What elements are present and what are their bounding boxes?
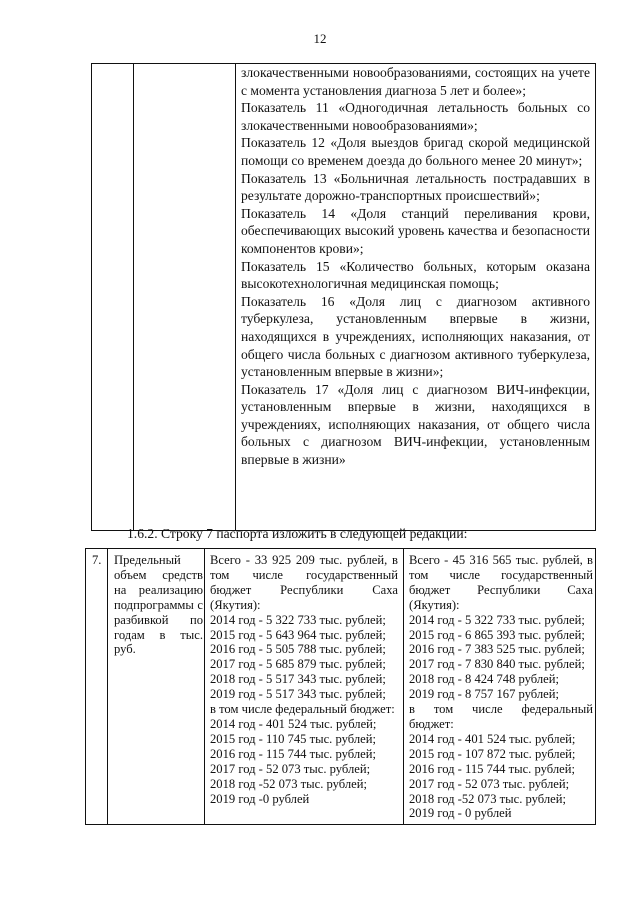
new-year-line: 2014 год - 5 322 733 тыс. рублей; <box>409 612 585 627</box>
new-year-line: 2015 год - 6 865 393 тыс. рублей; <box>409 627 585 642</box>
old-year-line: 2016 год - 5 505 788 тыс. рублей; <box>210 642 386 657</box>
new-federal-year-line: 2017 год - 52 073 тыс. рублей; <box>409 776 570 791</box>
indicators-list <box>241 64 590 469</box>
table-column-divider <box>235 64 236 530</box>
old-federal-year-line: 2018 год -52 073 тыс. рублей; <box>210 776 367 791</box>
new-year-line: 2019 год - 8 757 167 рублей; <box>409 687 560 702</box>
new-year-line: 2017 год - 7 830 840 тыс. рублей; <box>409 657 585 672</box>
old-federal-year-line: 2014 год - 401 524 тыс. рублей; <box>210 716 377 731</box>
old-federal-year-line: 2015 год - 110 745 тыс. рублей; <box>210 731 376 746</box>
row-parameter: Предельный объем средств на реализацию подпрограммы с разбивкой по годам в тыс. руб. <box>114 553 203 657</box>
table-column-divider <box>107 549 108 824</box>
indicator-paragraph: Показатель 13 «Больничная летальность пострадавших в результате дорожно-транспортных происшествий»; <box>241 170 590 204</box>
old-federal-year-line: 2019 год -0 рублей <box>210 791 310 806</box>
table-column-divider <box>204 549 205 824</box>
new-year-line: 2018 год - 8 424 748 рублей; <box>409 672 560 687</box>
indicator-paragraph: Показатель 11 «Одногодичная летальность больных со злокачественными новообразованиями»; <box>241 100 590 133</box>
indicator-paragraph: Показатель 15 «Количество больных, которым оказана высокотехнологичная медицинская помощь; <box>241 258 590 292</box>
page-number: 12 <box>313 31 327 46</box>
new-funding-column <box>409 553 593 821</box>
old-federal-heading: в том числе федеральный бюджет: <box>210 702 395 717</box>
row-number: 7. <box>92 553 102 567</box>
indicators-table <box>91 63 596 531</box>
section-heading: 1.6.2. Строку 7 паспорта изложить в следующей редакции: <box>127 526 468 541</box>
indicator-paragraph: Показатель 12 «Доля выездов бригад скорой медицинской помощи со временем доезда до больного менее 20 минут»; <box>241 135 590 168</box>
indicator-paragraph: Показатель 14 «Доля станций переливания крови, обеспечивающих высокий уровень качества и безопасности компонентов крови»; <box>241 205 590 256</box>
old-year-line: 2015 год - 5 643 964 тыс. рублей; <box>210 627 386 642</box>
new-year-line: 2016 год - 7 383 525 тыс. рублей; <box>409 642 585 657</box>
old-funding-column <box>210 553 398 806</box>
old-total: Всего - 33 925 209 тыс. рублей, в том числе государственный бюджет Республики Саха (Якутия): <box>210 553 398 612</box>
old-year-line: 2014 год - 5 322 733 тыс. рублей; <box>210 612 386 627</box>
new-federal-year-line: 2016 год - 115 744 тыс. рублей; <box>409 761 575 776</box>
new-federal-year-line: 2014 год - 401 524 тыс. рублей; <box>409 731 576 746</box>
old-federal-year-line: 2017 год - 52 073 тыс. рублей; <box>210 761 371 776</box>
indicator-paragraph: Показатель 17 «Доля лиц с диагнозом ВИЧ-инфекции, установленным впервые в жизни, находящихся в учреждениях, исполняющих наказания, от общего числа больных с диагнозом ВИЧ-инфекции, установленным впервые в жизни» <box>241 381 590 468</box>
new-federal-year-line: 2019 год - 0 рублей <box>409 806 512 821</box>
old-year-line: 2017 год - 5 685 879 тыс. рублей; <box>210 657 386 672</box>
passport-row-table <box>85 548 596 825</box>
indicator-paragraph: злокачественными новообразованиями, состоящих на учете с момента установления диагноза 5 лет и более»; <box>241 65 590 98</box>
old-year-line: 2019 год - 5 517 343 тыс. рублей; <box>210 687 386 702</box>
table-column-divider <box>133 64 134 530</box>
new-total: Всего - 45 316 565 тыс. рублей, в том числе государственный бюджет Республики Саха (Якутия): <box>409 553 593 612</box>
old-federal-year-line: 2016 год - 115 744 тыс. рублей; <box>210 746 376 761</box>
new-federal-year-line: 2018 год -52 073 тыс. рублей; <box>409 791 566 806</box>
new-federal-year-line: 2015 год - 107 872 тыс. рублей; <box>409 746 576 761</box>
table-column-divider <box>403 549 404 824</box>
indicator-paragraph: Показатель 16 «Доля лиц с диагнозом активного туберкулеза, установленным впервые в жизни, находящихся в учреждениях, исполняющих наказания, от общего числа больных с диагнозом активного туберкулеза, установленным впервые в жизни»; <box>241 293 590 380</box>
new-federal-heading: в том числе федеральный бюджет: <box>409 702 593 731</box>
old-year-line: 2018 год - 5 517 343 тыс. рублей; <box>210 672 386 687</box>
